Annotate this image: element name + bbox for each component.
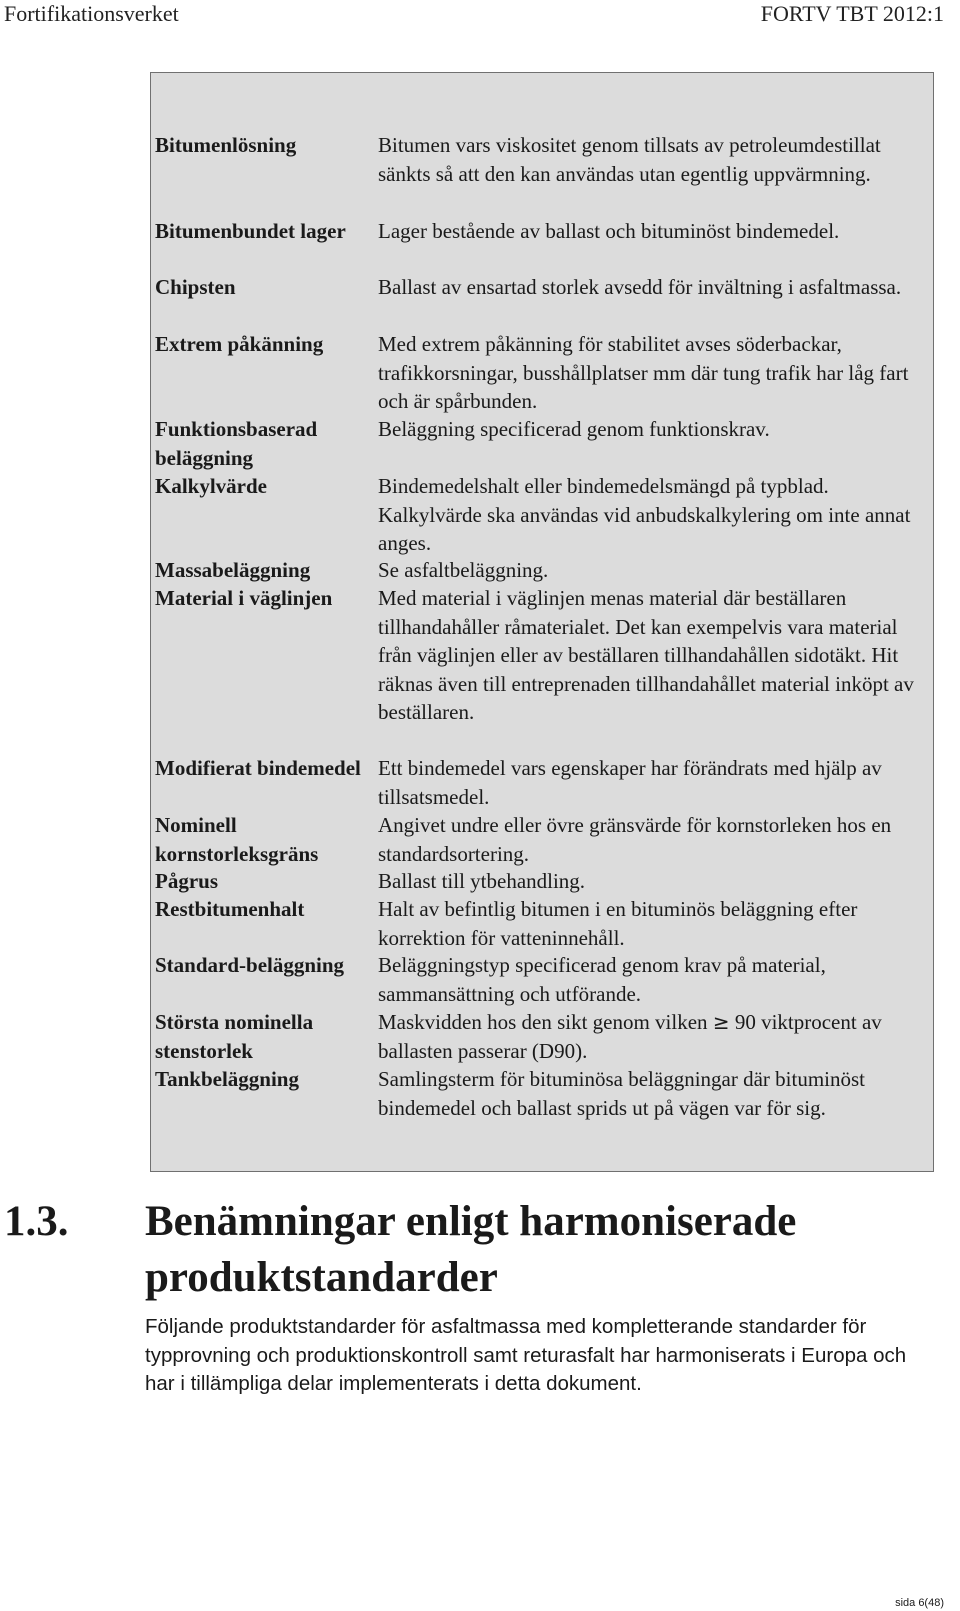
definition-text-start: Maskvidden hos den sikt genom vilken [378, 1010, 713, 1034]
definition: Ballast till ytbehandling. [378, 869, 586, 893]
term: Massabeläggning [155, 558, 311, 582]
definition-row [151, 556, 935, 584]
definition-row [151, 867, 935, 895]
term: Extrem påkänning [155, 332, 324, 356]
term: Standard-beläggning [155, 953, 345, 977]
section-title-line2: produktstandarder [145, 1254, 498, 1301]
term: Material i väglinjen [155, 586, 333, 610]
term: Bitumenlösning [155, 133, 297, 157]
section-heading [4, 1194, 934, 1306]
definition-row [151, 1065, 935, 1150]
definition: Beläggningstyp specificerad genom krav på material, sammansättning och utförande. [378, 953, 826, 1006]
definition-row [151, 951, 935, 1008]
definition-text-end: 90 viktprocent av ballasten passerar (D90). [378, 1010, 882, 1063]
section-title-line1: Benämningar enligt harmoniserade [145, 1198, 797, 1245]
term: Restbitumenhalt [155, 897, 305, 921]
definition: Med extrem påkänning för stabilitet avses söderbackar, trafikkorsningar, busshållplatser mm där tung trafik har låg fart och är spårbunden. [378, 332, 909, 414]
definition-row [151, 584, 935, 754]
definition: Bitumen vars viskositet genom tillsats av petroleumdestillat sänkts så att den kan användas utan egentlig uppvärmning. [378, 133, 881, 186]
definition-row [151, 1008, 935, 1065]
definition: Ballast av ensartad storlek avsedd för invältning i asfaltmassa. [378, 275, 902, 299]
definition [378, 1008, 935, 1065]
definition-row [151, 415, 935, 472]
header-document-id: FORTV TBT 2012:1 [760, 1, 944, 26]
term: Tankbeläggning [155, 1067, 299, 1091]
definition: Se asfaltbeläggning. [378, 558, 549, 582]
section-intro-paragraph: Följande produktstandarder för asfaltmassa med kompletterande standarder för typprovning och produktionskontroll samt returasfalt har harmoniserats i Europa och har i tillämpliga delar implementerats i detta dokument. [145, 1315, 907, 1395]
definition: Angivet undre eller övre gränsvärde för kornstorleken hos en standardsortering. [378, 813, 892, 866]
definition: Samlingsterm för bituminösa beläggningar där bituminöst bindemedel och ballast sprids ut på vägen var för sig. [378, 1067, 866, 1120]
definition: Bindemedelshalt eller bindemedelsmängd på typblad. Kalkylvärde ska användas vid anbudskalkylering om inte annat anges. [378, 474, 911, 556]
definition-row [151, 131, 935, 217]
definition-row [151, 273, 935, 330]
definition: Ett bindemedel vars egenskaper har förändrats med hjälp av tillsatsmedel. [378, 756, 882, 809]
definition: Med material i väglinjen menas material där beställaren tillhandahåller råmaterialet. Det kan exempelvis vara material från väglinjen eller av beställaren tillhandahållen sidotäkt. Hit räknas även till entreprenaden tillhandahållet material inköpt av beställaren. [378, 586, 914, 725]
definitions-box [150, 72, 934, 1172]
definition: Beläggning specificerad genom funktionskrav. [378, 417, 770, 441]
term: Modifierat bindemedel [155, 756, 361, 780]
term: Kalkylvärde [155, 474, 268, 498]
definition-row [151, 472, 935, 556]
header-organization: Fortifikationsverket [4, 1, 179, 26]
definition: Lager bestående av ballast och bituminöst bindemedel. [378, 219, 840, 243]
definition-row [151, 330, 935, 415]
term: Bitumenbundet lager [155, 219, 346, 243]
section-number: 1.3. [4, 1198, 69, 1245]
term: Funktionsbaserad beläggning [155, 417, 318, 470]
term: Största nominella stenstorlek [155, 1010, 314, 1063]
definition-row [151, 217, 935, 273]
page-number: sida 6(48) [895, 1597, 944, 1609]
greater-equal-symbol: ≥ [712, 1010, 730, 1034]
definition: Halt av befintlig bitumen i en bituminös beläggning efter korrektion för vatteninnehåll. [378, 897, 858, 950]
definition-row [151, 754, 935, 811]
definition-row [151, 895, 935, 951]
term: Pågrus [155, 869, 218, 893]
term: Nominell kornstorleksgräns [155, 813, 319, 866]
term: Chipsten [155, 275, 236, 299]
definitions-list [151, 131, 935, 1150]
definition-row [151, 811, 935, 867]
